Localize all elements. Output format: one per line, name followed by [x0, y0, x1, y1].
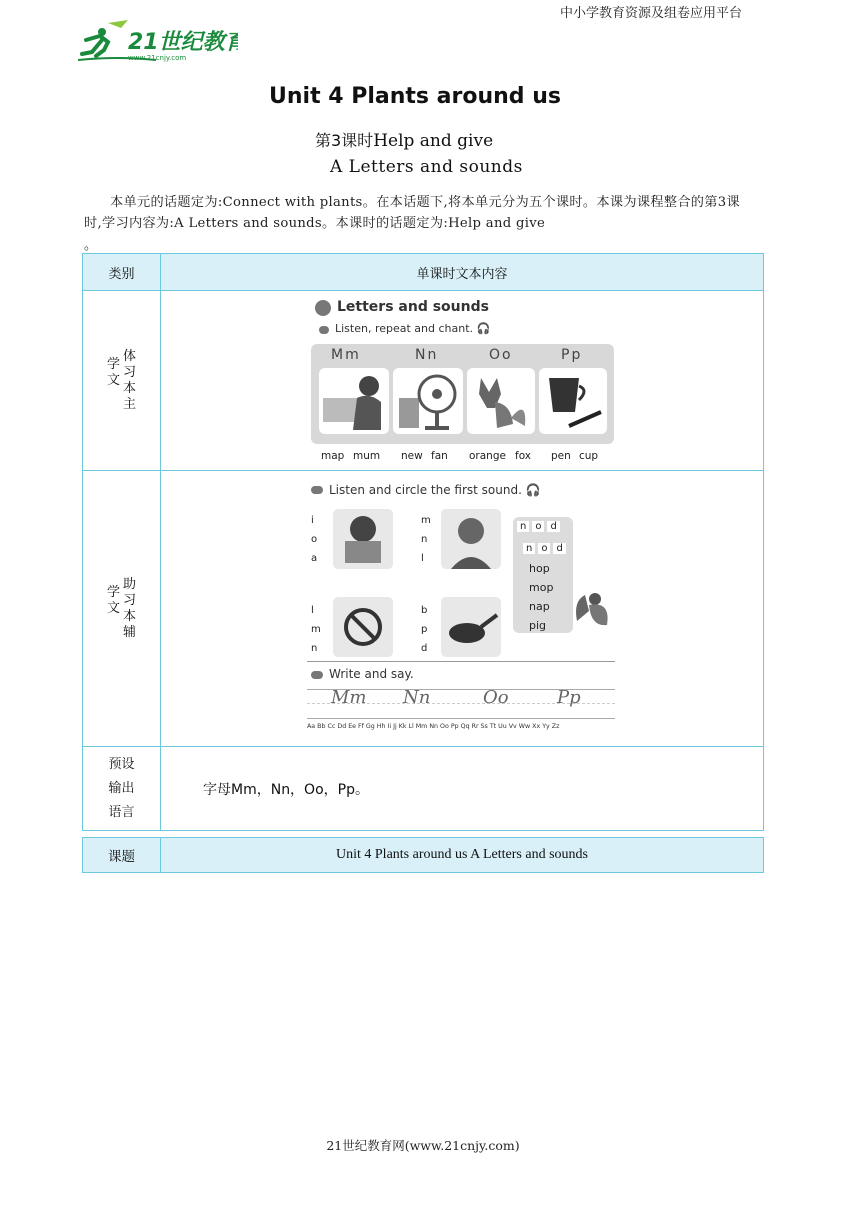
textbook-instruction	[335, 322, 490, 335]
alphabet-strip: Aa Bb Cc Dd Ee Ff Gg Hh Ii Jj Kk Ll Mm Nn Oo Pp Qq Rr Ss Tt Uu Vv Ww Xx Yy Zz	[307, 723, 560, 730]
picture-no-sign	[333, 597, 393, 657]
word-fan: fan	[431, 450, 448, 462]
table-header-row	[83, 254, 764, 291]
topic-table	[82, 837, 764, 873]
option: i	[311, 515, 314, 526]
topic-row	[83, 838, 764, 873]
textbook-heading: Letters and sounds	[337, 299, 489, 315]
list-word: nap	[529, 600, 550, 613]
option: m	[311, 624, 321, 635]
word-orange: orange	[469, 450, 506, 462]
topic-value: Unit 4 Plants around us A Letters and sounds	[161, 838, 764, 873]
squirrel-icon	[571, 581, 613, 627]
word-new: new	[401, 450, 423, 462]
runner-logo-icon	[78, 20, 238, 64]
options-c	[311, 601, 321, 658]
options-a	[311, 511, 317, 568]
options-d	[421, 601, 427, 658]
picture-globe	[333, 509, 393, 569]
label-char: 本	[123, 380, 137, 396]
word-map: map	[321, 450, 345, 462]
word-pen: pen	[551, 450, 571, 462]
page-footer: 21世纪教育网(www.21cnjy.com)	[326, 1138, 520, 1153]
tile: n	[517, 521, 529, 532]
letter-n: Nn	[415, 347, 439, 363]
textbook-image-1-cell	[161, 291, 764, 471]
textbook-image-2	[307, 477, 617, 743]
picture-fox	[467, 368, 535, 434]
word-mum: mum	[353, 450, 381, 462]
tile: d	[547, 521, 559, 532]
picture-pan	[441, 597, 501, 657]
label-char: 辅	[123, 624, 137, 640]
tile: d	[553, 543, 565, 554]
small-bullet-icon	[311, 671, 323, 679]
write-instruction: Write and say.	[329, 667, 414, 681]
list-word: mop	[529, 581, 554, 594]
option: d	[421, 643, 428, 654]
option: p	[421, 624, 428, 635]
picture-map-mum	[319, 368, 389, 434]
site-logo	[78, 20, 238, 64]
option: a	[311, 553, 318, 564]
label-char: 本	[123, 608, 137, 624]
tiles-top	[517, 521, 560, 532]
page-title: Unit 4 Plants around us	[269, 84, 561, 109]
lesson-subtitle: A Letters and sounds	[330, 157, 523, 177]
option: b	[421, 605, 428, 616]
write-letter-o: Oo	[483, 687, 509, 708]
instruction-text: Listen, repeat and chant.	[335, 322, 474, 335]
platform-header: 中小学教育资源及组卷应用平台	[560, 6, 743, 21]
label-char: 文	[106, 372, 120, 388]
option: n	[311, 643, 318, 654]
table-row-main-text	[83, 291, 764, 471]
logo-url: www.21cnjy.com	[128, 54, 187, 62]
textbook-image-1	[311, 296, 616, 466]
label-char: 文	[106, 600, 120, 616]
content-table	[82, 253, 764, 831]
option: l	[311, 605, 314, 616]
list-word: hop	[529, 562, 550, 575]
option: o	[311, 534, 318, 545]
write-letter-m: Mm	[331, 687, 367, 708]
list-word: pig	[529, 619, 547, 632]
divider	[307, 661, 615, 662]
row-label-main-text	[83, 291, 161, 471]
label-char: 助	[123, 576, 137, 592]
intro-end: 。	[84, 238, 98, 253]
picture-cup-pen	[539, 368, 607, 434]
headphones-icon: 🎧	[476, 322, 491, 335]
letter-o: Oo	[489, 347, 513, 363]
header-content: 单课时文本内容	[161, 254, 764, 291]
tiles-mid	[523, 543, 566, 554]
label-line: 语言	[108, 804, 135, 820]
label-char: 主	[123, 396, 137, 412]
picture-fan	[393, 368, 463, 434]
circle-instruction	[329, 483, 541, 497]
small-bullet-icon	[319, 326, 329, 334]
word-cup: cup	[579, 450, 599, 462]
row-label-output	[83, 747, 161, 831]
tile: o	[538, 543, 550, 554]
intro-paragraph: 本单元的话题定为:Connect with plants。在本话题下,将本单元分为五个课时。本课为课程整合的第3课时,学习内容为:A Letters and sounds。本课时的话题定为:Help and give	[84, 195, 740, 231]
instruction-text: Listen and circle the first sound.	[329, 483, 522, 497]
logo-text: 21世纪教育	[128, 30, 238, 55]
write-letter-n: Nn	[403, 687, 431, 708]
headphones-icon: 🎧	[525, 483, 541, 497]
word-list	[529, 559, 553, 635]
write-letter-p: Pp	[557, 687, 581, 708]
label-line: 输出	[108, 780, 135, 796]
tile: n	[523, 543, 535, 554]
label-char: 习	[123, 592, 137, 608]
table-row-aux-text	[83, 471, 764, 747]
bullet-icon	[315, 300, 331, 316]
row-label-aux-text	[83, 471, 161, 747]
label-char: 习	[123, 364, 137, 380]
option: n	[421, 534, 428, 545]
label-line: 预设	[108, 756, 135, 772]
output-language: 字母Mm，Nn，Oo，Pp。	[161, 747, 764, 831]
letter-p: Pp	[561, 347, 583, 363]
table-row-output	[83, 747, 764, 831]
topic-label: 课题	[83, 838, 161, 873]
lesson-number: 第3课时	[315, 131, 374, 150]
lesson-theme: Help and give	[373, 131, 494, 151]
option: l	[421, 553, 424, 564]
lesson-line	[315, 128, 493, 151]
label-char: 学	[106, 356, 120, 372]
label-char: 学	[106, 584, 120, 600]
option: m	[421, 515, 431, 526]
tile: o	[532, 521, 544, 532]
options-b	[421, 511, 431, 568]
small-bullet-icon	[311, 486, 323, 494]
word-fox: fox	[515, 450, 532, 462]
label-char: 体	[123, 348, 137, 364]
textbook-image-2-cell	[161, 471, 764, 747]
header-category: 类别	[83, 254, 161, 291]
letter-m: Mm	[331, 347, 361, 363]
picture-man	[441, 509, 501, 569]
